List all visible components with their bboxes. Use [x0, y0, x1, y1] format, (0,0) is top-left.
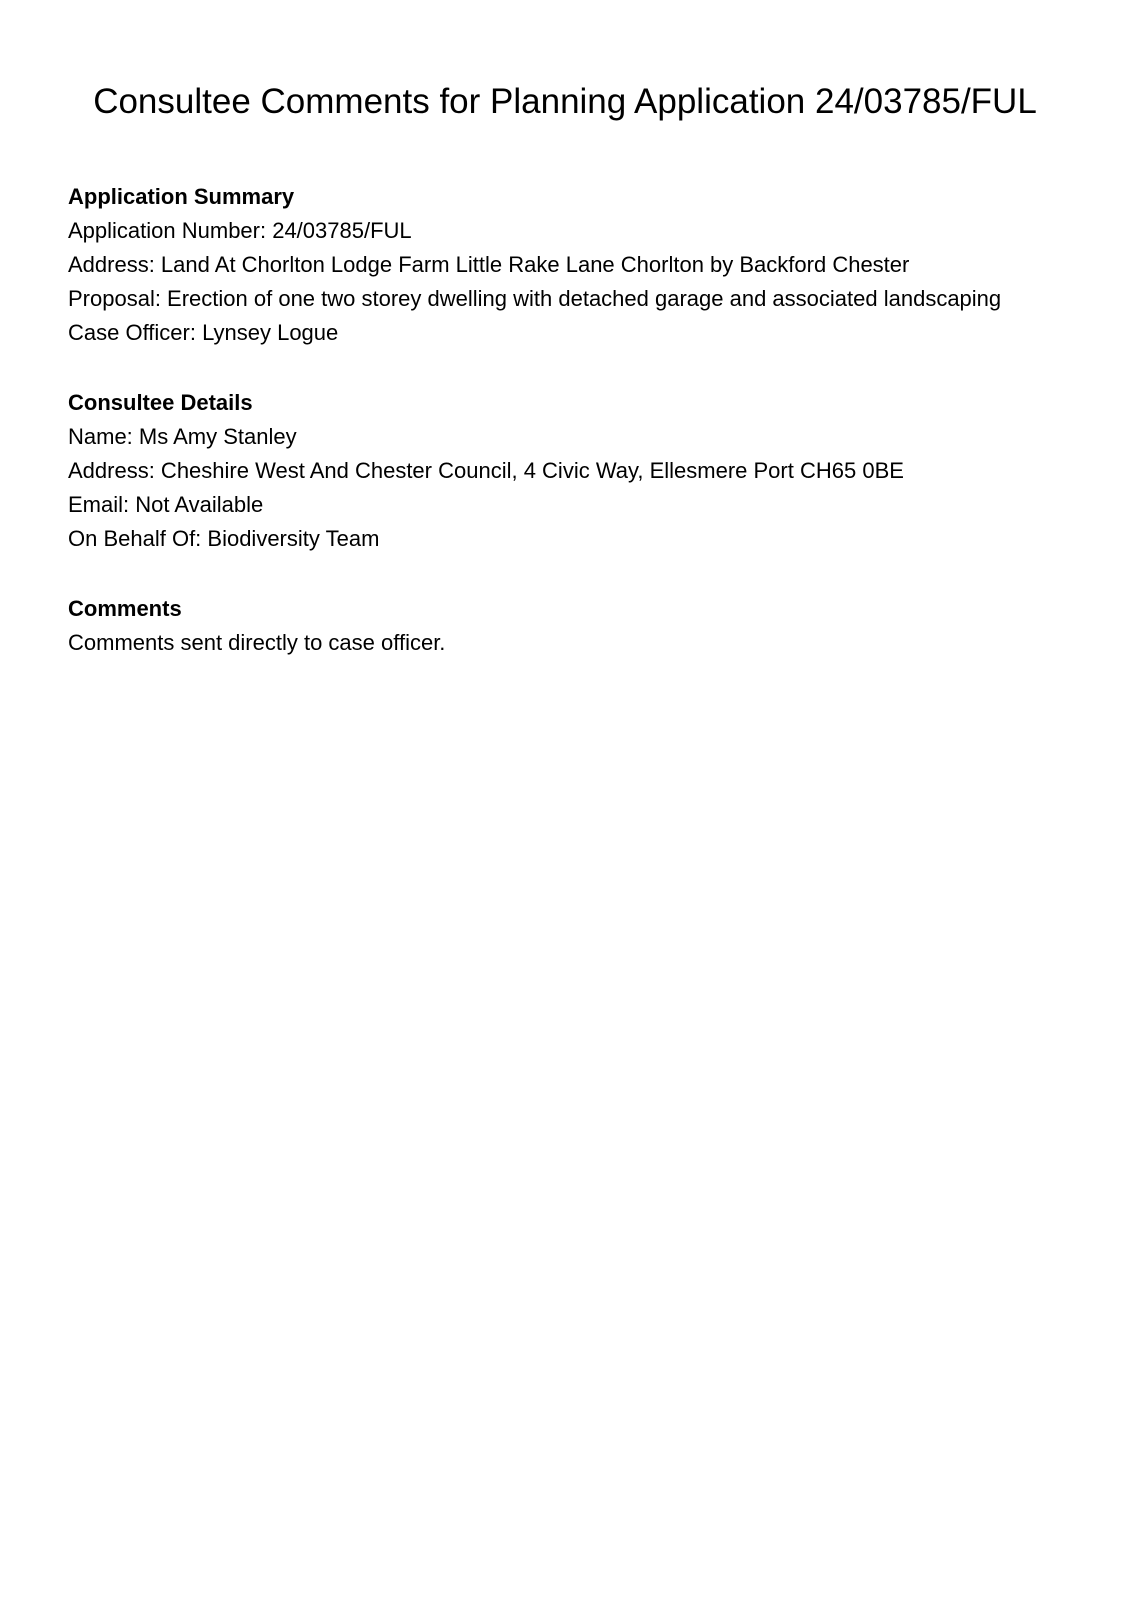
application-number: Application Number: 24/03785/FUL: [68, 218, 412, 243]
application-address: Address: Land At Chorlton Lodge Farm Little Rake Lane Chorlton by Backford Chester: [68, 252, 910, 277]
consultee-details-section: [68, 386, 1088, 556]
comments-text: Comments sent directly to case officer.: [68, 630, 446, 655]
application-summary-section: [68, 180, 1088, 350]
comments-section: [68, 592, 1088, 660]
document-title: Consultee Comments for Planning Application 24/03785/FUL: [93, 82, 1037, 121]
application-summary-heading: Application Summary: [68, 184, 295, 209]
consultee-email: Email: Not Available: [68, 492, 264, 517]
consultee-name: Name: Ms Amy Stanley: [68, 424, 297, 449]
application-proposal: Proposal: Erection of one two storey dwelling with detached garage and associated landscaping: [68, 286, 1002, 311]
consultee-details-heading: Consultee Details: [68, 390, 253, 415]
comments-heading: Comments: [68, 596, 182, 621]
case-officer: Case Officer: Lynsey Logue: [68, 320, 339, 345]
consultee-on-behalf-of: On Behalf Of: Biodiversity Team: [68, 526, 380, 551]
consultee-address: Address: Cheshire West And Chester Council, 4 Civic Way, Ellesmere Port CH65 0BE: [68, 458, 904, 483]
